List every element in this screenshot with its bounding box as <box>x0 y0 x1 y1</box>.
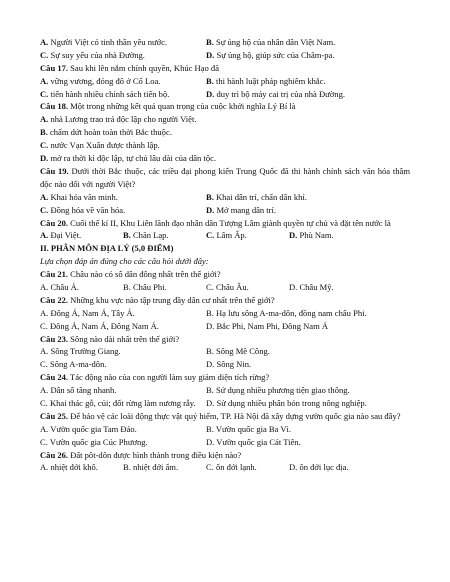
question-number: Câu 25. <box>40 410 69 421</box>
answer-option[interactable] <box>40 345 121 358</box>
answer-option[interactable] <box>40 49 145 62</box>
option-text: duy trì bộ máy cai trị của nhà Đường. <box>216 88 345 99</box>
answer-option[interactable] <box>40 423 137 436</box>
option-text: Sông Trường Giang. <box>50 346 121 357</box>
option-key: A. <box>40 462 49 473</box>
option-key: A. <box>40 75 49 86</box>
options-row <box>40 461 410 474</box>
question <box>40 294 410 307</box>
section-heading <box>40 242 410 255</box>
question <box>40 165 410 191</box>
options-row <box>40 75 410 88</box>
answer-option[interactable] <box>40 358 107 371</box>
option-text: Vườn quốc gia Ba Vì. <box>215 423 292 434</box>
option-key: C. <box>40 397 48 408</box>
options-row <box>40 204 410 217</box>
answer-option[interactable] <box>123 229 169 242</box>
options-row <box>40 191 410 204</box>
question <box>40 449 410 462</box>
question-text: Một trong những kết quả quan trọng của cuộc khởi nghĩa Lý Bí là <box>70 101 296 112</box>
answer-option[interactable] <box>206 436 301 449</box>
option-key: C. <box>40 49 49 60</box>
answer-option[interactable] <box>206 423 291 436</box>
answer-option[interactable] <box>40 281 79 294</box>
option-text: nước Vạn Xuân được thành lập. <box>50 140 160 151</box>
question-text: Tác động nào của con người làm suy giảm diện tích rừng? <box>70 372 270 383</box>
option-key: D. <box>40 153 49 164</box>
option-text: Sông A-ma-dôn. <box>49 359 107 370</box>
option-text: Mở mang dân trí. <box>216 204 277 215</box>
options-row <box>40 397 410 410</box>
option-text: Vườn quốc gia Tam Đảo. <box>50 423 137 434</box>
options-row <box>40 36 410 49</box>
answer-option[interactable] <box>206 75 326 88</box>
option-key: D. <box>206 88 215 99</box>
answer-option[interactable] <box>289 461 349 474</box>
question-number: Câu 19. <box>40 165 69 176</box>
instruction-text: Lựa chọn đáp án đúng cho các câu hỏi dưới đây: <box>40 256 209 267</box>
option-text: Sự suy yếu của nhà Đường. <box>50 49 145 60</box>
question-text: Những khu vực nào tập trung đầy dân cư nhất trên thế giới? <box>70 294 275 305</box>
question-number: Câu 21. <box>40 269 69 280</box>
option-key: D. <box>206 397 215 408</box>
answer-option[interactable] <box>40 320 159 333</box>
options-row <box>40 307 410 320</box>
options-row <box>40 281 410 294</box>
option-key: B. <box>206 37 214 47</box>
option-key: C. <box>40 140 49 151</box>
answer-option[interactable] <box>40 384 116 397</box>
answer-option[interactable] <box>40 307 135 320</box>
question-text: Dưới thời Bắc thuộc, các triều đại phong kiến Trung Quốc đã thi hành chính sách văn hóa thâm độc nào đối với người Việt? <box>40 165 410 189</box>
question-number: Câu 22. <box>40 294 69 305</box>
option-key: A. <box>40 281 49 292</box>
options-row <box>40 49 410 62</box>
option-key: A. <box>40 191 49 202</box>
question-text: Đất pôt-dôn được hình thành trong điều kiện nào? <box>70 449 242 460</box>
question-number: Câu 23. <box>40 333 69 344</box>
question-number: Câu 20. <box>40 217 69 228</box>
option-key: B. <box>206 385 214 396</box>
options-row <box>40 423 410 436</box>
option-key: C. <box>40 359 48 370</box>
option-key: A. <box>40 307 49 318</box>
answer-option[interactable] <box>40 229 81 242</box>
option-key: D. <box>206 204 215 215</box>
answer-option[interactable] <box>40 88 169 101</box>
option-text: Sự ủng hộ của nhân dân Việt Nam. <box>215 37 336 47</box>
instruction <box>40 255 410 268</box>
options-row <box>40 229 410 242</box>
option-key: A. <box>40 423 49 434</box>
options-row <box>40 358 410 371</box>
option-text: Đại Việt. <box>50 230 82 241</box>
answer-option[interactable] <box>40 461 98 474</box>
answer-option[interactable] <box>40 75 160 88</box>
option-key: C. <box>206 281 214 292</box>
option-key: C. <box>40 436 48 447</box>
option-text: Châu Mỹ. <box>299 281 334 292</box>
option-key: A. <box>40 346 49 357</box>
answer-option[interactable] <box>40 397 196 410</box>
answer-option[interactable] <box>206 204 276 217</box>
option-text: Sông Nin. <box>216 359 252 370</box>
options-row <box>40 436 410 449</box>
option-text: Lâm Ấp. <box>216 230 247 241</box>
option-text: Khai thác gỗ, củi; đốt rừng làm nương rẫy. <box>49 397 196 408</box>
answer-option[interactable] <box>206 461 257 474</box>
option-key: A. <box>40 37 49 47</box>
answer-option[interactable] <box>289 229 334 242</box>
answer-option[interactable] <box>289 281 334 294</box>
option-text: Châu Âu. <box>215 281 249 292</box>
option-key: B. <box>206 423 214 434</box>
option-text: Sử dụng nhiều phương tiện giao thông. <box>215 385 350 396</box>
option-text: Vườn quốc gia Cát Tiên. <box>216 436 301 447</box>
answer-option[interactable] <box>206 397 367 410</box>
option-key: D. <box>289 281 298 292</box>
option-text: tiến hành nhiều chính sách tiến bộ. <box>50 88 170 99</box>
option-text: Châu Phi. <box>132 281 167 292</box>
option-key: B. <box>206 346 214 357</box>
option-text: Châu Á. <box>50 281 79 292</box>
answer-option[interactable] <box>206 358 251 371</box>
option-key: C. <box>40 204 49 215</box>
option-key: B. <box>206 307 214 318</box>
answer-option[interactable] <box>206 307 367 320</box>
option-text: Sự ủng hộ, giúp sức của Chăm-pa. <box>216 49 335 60</box>
question <box>40 268 410 281</box>
answer-option[interactable] <box>206 384 350 397</box>
option-key: B. <box>123 462 131 473</box>
answer-option[interactable] <box>40 191 118 204</box>
option-text: Bắc Phi, Nam Phi, Đông Nam Á <box>216 320 329 331</box>
answer-option[interactable] <box>123 281 167 294</box>
question <box>40 333 410 346</box>
option-key: D. <box>289 230 298 241</box>
answer-option[interactable] <box>40 36 167 49</box>
option-text: chấm dứt hoàn toàn thời Bắc thuộc. <box>49 127 172 138</box>
option-key: A. <box>40 114 49 125</box>
option-key: C. <box>206 462 214 473</box>
option-key: A. <box>40 230 49 241</box>
option-text: Khai hóa văn minh. <box>50 191 118 202</box>
option-text: Đông Á, Nam Á, Tây Á. <box>50 307 135 318</box>
section-title: II. PHÂN MÔN ĐỊA LÝ (5,0 ĐIỂM) <box>40 243 174 254</box>
option-text: nhà Lương trao trả độc lập cho người Việt. <box>50 114 197 125</box>
option-key: D. <box>206 436 215 447</box>
answer-option[interactable] <box>206 229 247 242</box>
question-text: Châu nào có số dân đông nhất trên thế giới? <box>70 269 221 280</box>
option-key: C. <box>40 88 49 99</box>
question-number: Câu 17. <box>40 62 69 73</box>
answer-option[interactable] <box>40 152 410 165</box>
option-text: ôn đới lạnh. <box>215 462 257 473</box>
option-key: B. <box>206 75 214 86</box>
option-text: nhiệt đới khô. <box>50 462 98 473</box>
option-key: D. <box>206 359 215 370</box>
answer-option[interactable] <box>40 126 410 139</box>
question <box>40 217 410 230</box>
question <box>40 100 410 113</box>
option-text: nhiệt đới ẩm. <box>132 462 179 473</box>
answer-option[interactable] <box>206 191 307 204</box>
option-text: Chăn Lạp. <box>132 230 169 241</box>
option-key: C. <box>40 320 48 331</box>
question <box>40 62 410 75</box>
question-text: Để bảo vệ các loài động thực vật quý hiếm, TP. Hà Nội đã xây dựng vườn quốc gia nào sau đây? <box>70 410 401 421</box>
option-key: D. <box>206 320 215 331</box>
question-number: Câu 26. <box>40 449 69 460</box>
answer-option[interactable] <box>40 113 410 126</box>
question-text: Sông nào dài nhất trên thế giới? <box>70 333 180 344</box>
option-text: Đông Á, Nam Á, Đông Nam Á. <box>49 320 159 331</box>
option-key: B. <box>206 191 214 202</box>
question-number: Câu 24. <box>40 372 69 383</box>
option-text: Dân số tăng nhanh. <box>50 385 117 396</box>
option-key: B. <box>123 230 131 241</box>
option-key: D. <box>289 462 298 473</box>
question <box>40 410 410 423</box>
answer-option[interactable] <box>206 36 335 49</box>
option-text: mở ra thời kì độc lập, tự chủ lâu dài của dân tộc. <box>50 153 217 164</box>
answer-option[interactable] <box>123 461 178 474</box>
answer-option[interactable] <box>206 88 345 101</box>
option-key: D. <box>206 49 215 60</box>
question-text: Sau khi lên nắm chính quyền, Khúc Hạo đã <box>70 62 219 73</box>
options-row <box>40 384 410 397</box>
option-text: Sông Mê Công. <box>215 346 270 357</box>
question-number: Câu 18. <box>40 101 69 112</box>
option-text: Đồng hóa về văn hóa. <box>50 204 126 215</box>
option-text: vững vương, đóng đô ở Cổ Loa. <box>50 75 161 86</box>
option-key: C. <box>206 230 215 241</box>
option-key: A. <box>40 385 49 396</box>
option-text: ôn đới lục địa. <box>299 462 349 473</box>
option-key: B. <box>123 281 131 292</box>
question-text: Cuối thế kỉ II, Khu Liên lãnh đạo nhân dân Tượng Lâm giành quyền tự chủ và đặt tên nước là <box>70 217 391 228</box>
option-text: Sử dụng nhiều phân bón trong nông nghiệp. <box>216 397 367 408</box>
option-key: B. <box>40 127 48 138</box>
option-text: Hạ lưu sông A-ma-dôn, đồng nam châu Phi. <box>215 307 367 318</box>
answer-option[interactable] <box>40 436 148 449</box>
option-text: Phù Nam. <box>299 230 334 241</box>
option-text: Người Việt có tinh thần yêu nước. <box>50 37 168 47</box>
options-row <box>40 320 410 333</box>
answer-option[interactable] <box>206 49 334 62</box>
answer-option[interactable] <box>40 204 125 217</box>
answer-option[interactable] <box>40 139 410 152</box>
answer-option[interactable] <box>206 281 249 294</box>
answer-option[interactable] <box>206 345 270 358</box>
option-text: thi hành luật pháp nghiêm khắc. <box>215 75 326 86</box>
answer-option[interactable] <box>206 320 328 333</box>
options-row <box>40 88 410 101</box>
option-text: Vườn quốc gia Cúc Phương. <box>49 436 148 447</box>
question <box>40 371 410 384</box>
options-row <box>40 345 410 358</box>
option-text: Khai dân trí, chấn dân khí. <box>215 191 307 202</box>
exam-page <box>40 36 410 474</box>
